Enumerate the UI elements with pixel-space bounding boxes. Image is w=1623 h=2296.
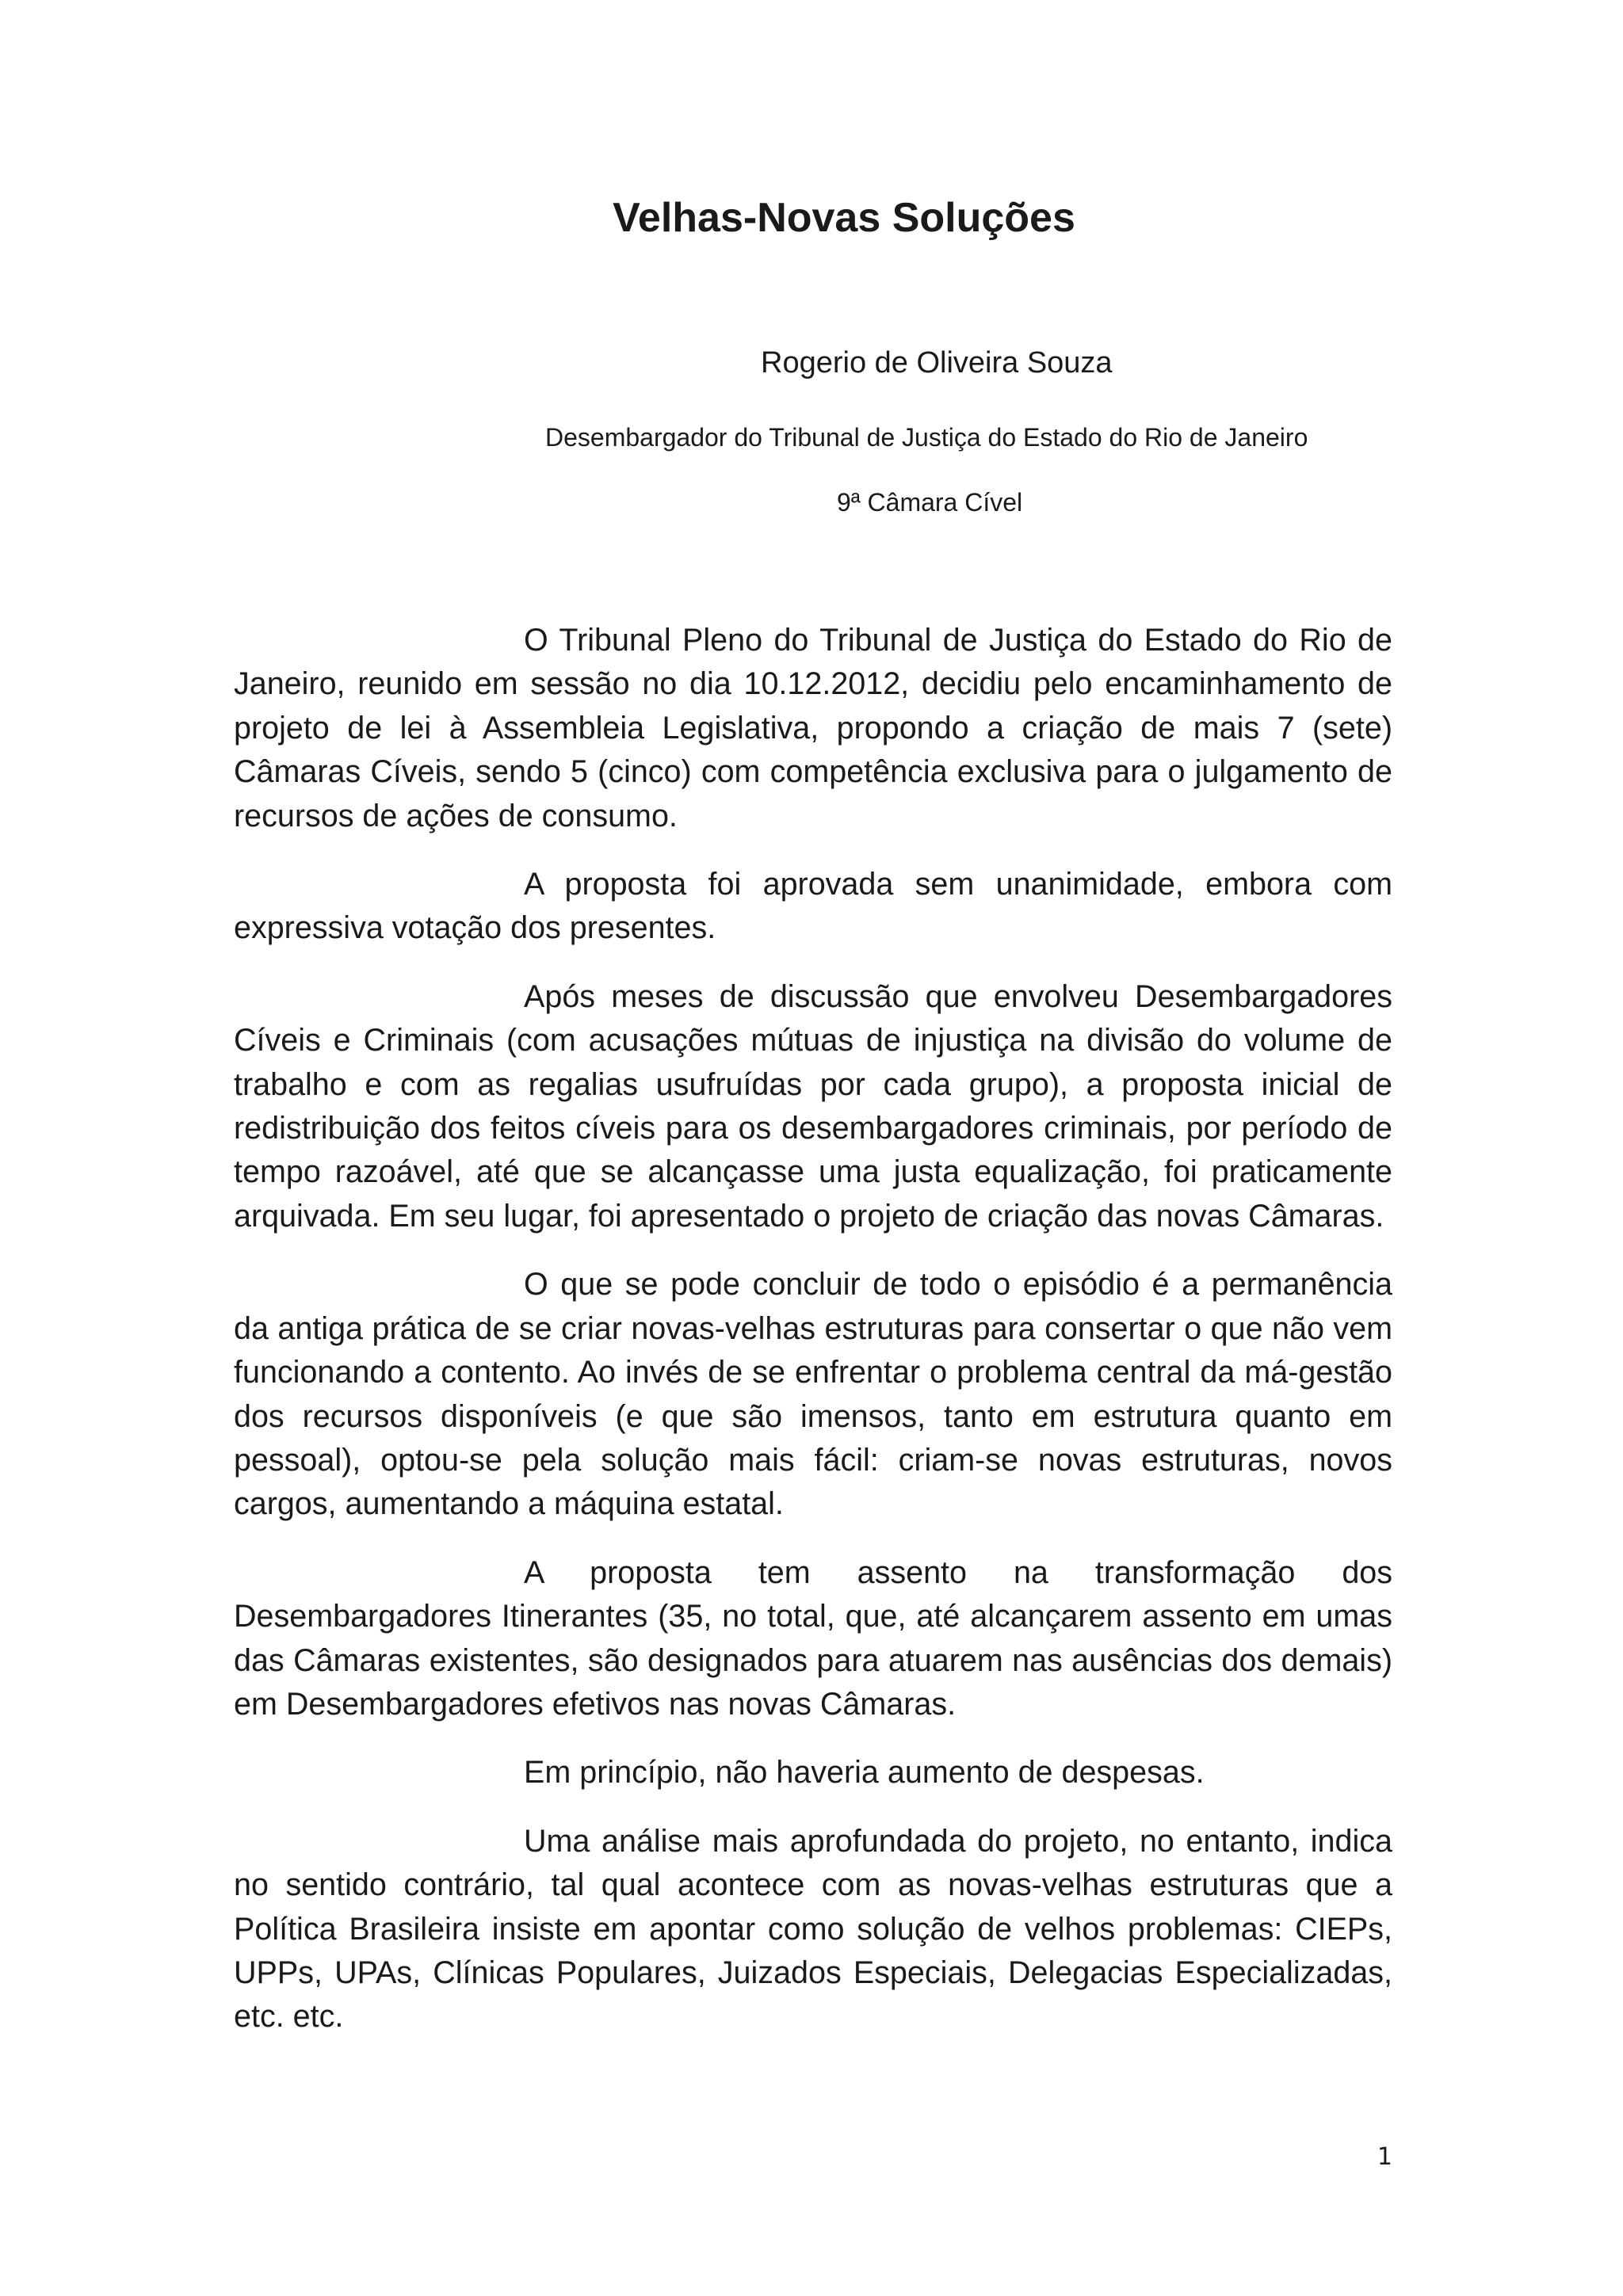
paragraph: A proposta foi aprovada sem unanimidade, embora com expressiva votação dos presentes. [234,867,1392,946]
paragraph: A proposta tem assento na transformação dos Desembargadores Itinerantes (35, no total, que, até alcançarem assento em umas das Câmaras existentes, são designados para atuarem nas ausências dos demais) em Desembargadores efetivos nas novas Câmaras. [234,1554,1392,1722]
author-affiliation: Desembargador do Tribunal de Justiça do Estado do Rio de Janeiro [545,423,1308,452]
document-title: Velhas-Novas Soluções [613,195,1075,241]
paragraph: Em princípio, não haveria aumento de despesas. [524,1755,1205,1791]
paragraph: Após meses de discussão que envolveu Desembargadores Cíveis e Criminais (com acusações mútuas de injustiça na divisão do volume de trabalho e com as regalias usufruídas por cada grupo), a proposta inicial de redistribuição dos feitos cíveis para os desembargadores criminais, por período de tempo razoável, até que se alcançasse uma justa equalização, foi praticamente arquivada. Em seu lugar, foi apresentado o projeto de criação das novas Câmaras. [234,978,1392,1234]
paragraph: O Tribunal Pleno do Tribunal de Justiça do Estado do Rio de Janeiro, reunido em sessão no dia 10.12.2012, decidiu pelo encaminhamento de projeto de lei à Assembleia Legislativa, propondo a criação de mais 7 (sete) Câmaras Cíveis, sendo 5 (cinco) com competência exclusiva para o julgamento de recursos de ações de consumo. [234,623,1392,833]
paragraph: O que se pode concluir de todo o episódio é a permanência da antiga prática de se criar novas-velhas estruturas para consertar o que não vem funcionando a contento. Ao invés de se enfrentar o problema central da má-gestão dos recursos disponíveis (e que são imensos, tanto em estrutura quanto em pessoal), optou-se pela solução mais fácil: criam-se novas estruturas, novos cargos, aumentando a máquina estatal. [234,1267,1392,1522]
document-body [234,619,1392,2064]
author-chamber: 9ª Câmara Cível [837,488,1023,517]
paragraph: Uma análise mais aprofundada do projeto, no entanto, indica no sentido contrário, tal qual acontece com as novas-velhas estruturas que a Política Brasileira insiste em apontar como solução de velhos problemas: CIEPs, UPPs, UPAs, Clínicas Populares, Juizados Especiais, Delegacias Especializadas, etc. etc. [234,1823,1392,2035]
page-number: 1 [1377,2143,1392,2171]
author-name: Rogerio de Oliveira Souza [761,346,1113,379]
